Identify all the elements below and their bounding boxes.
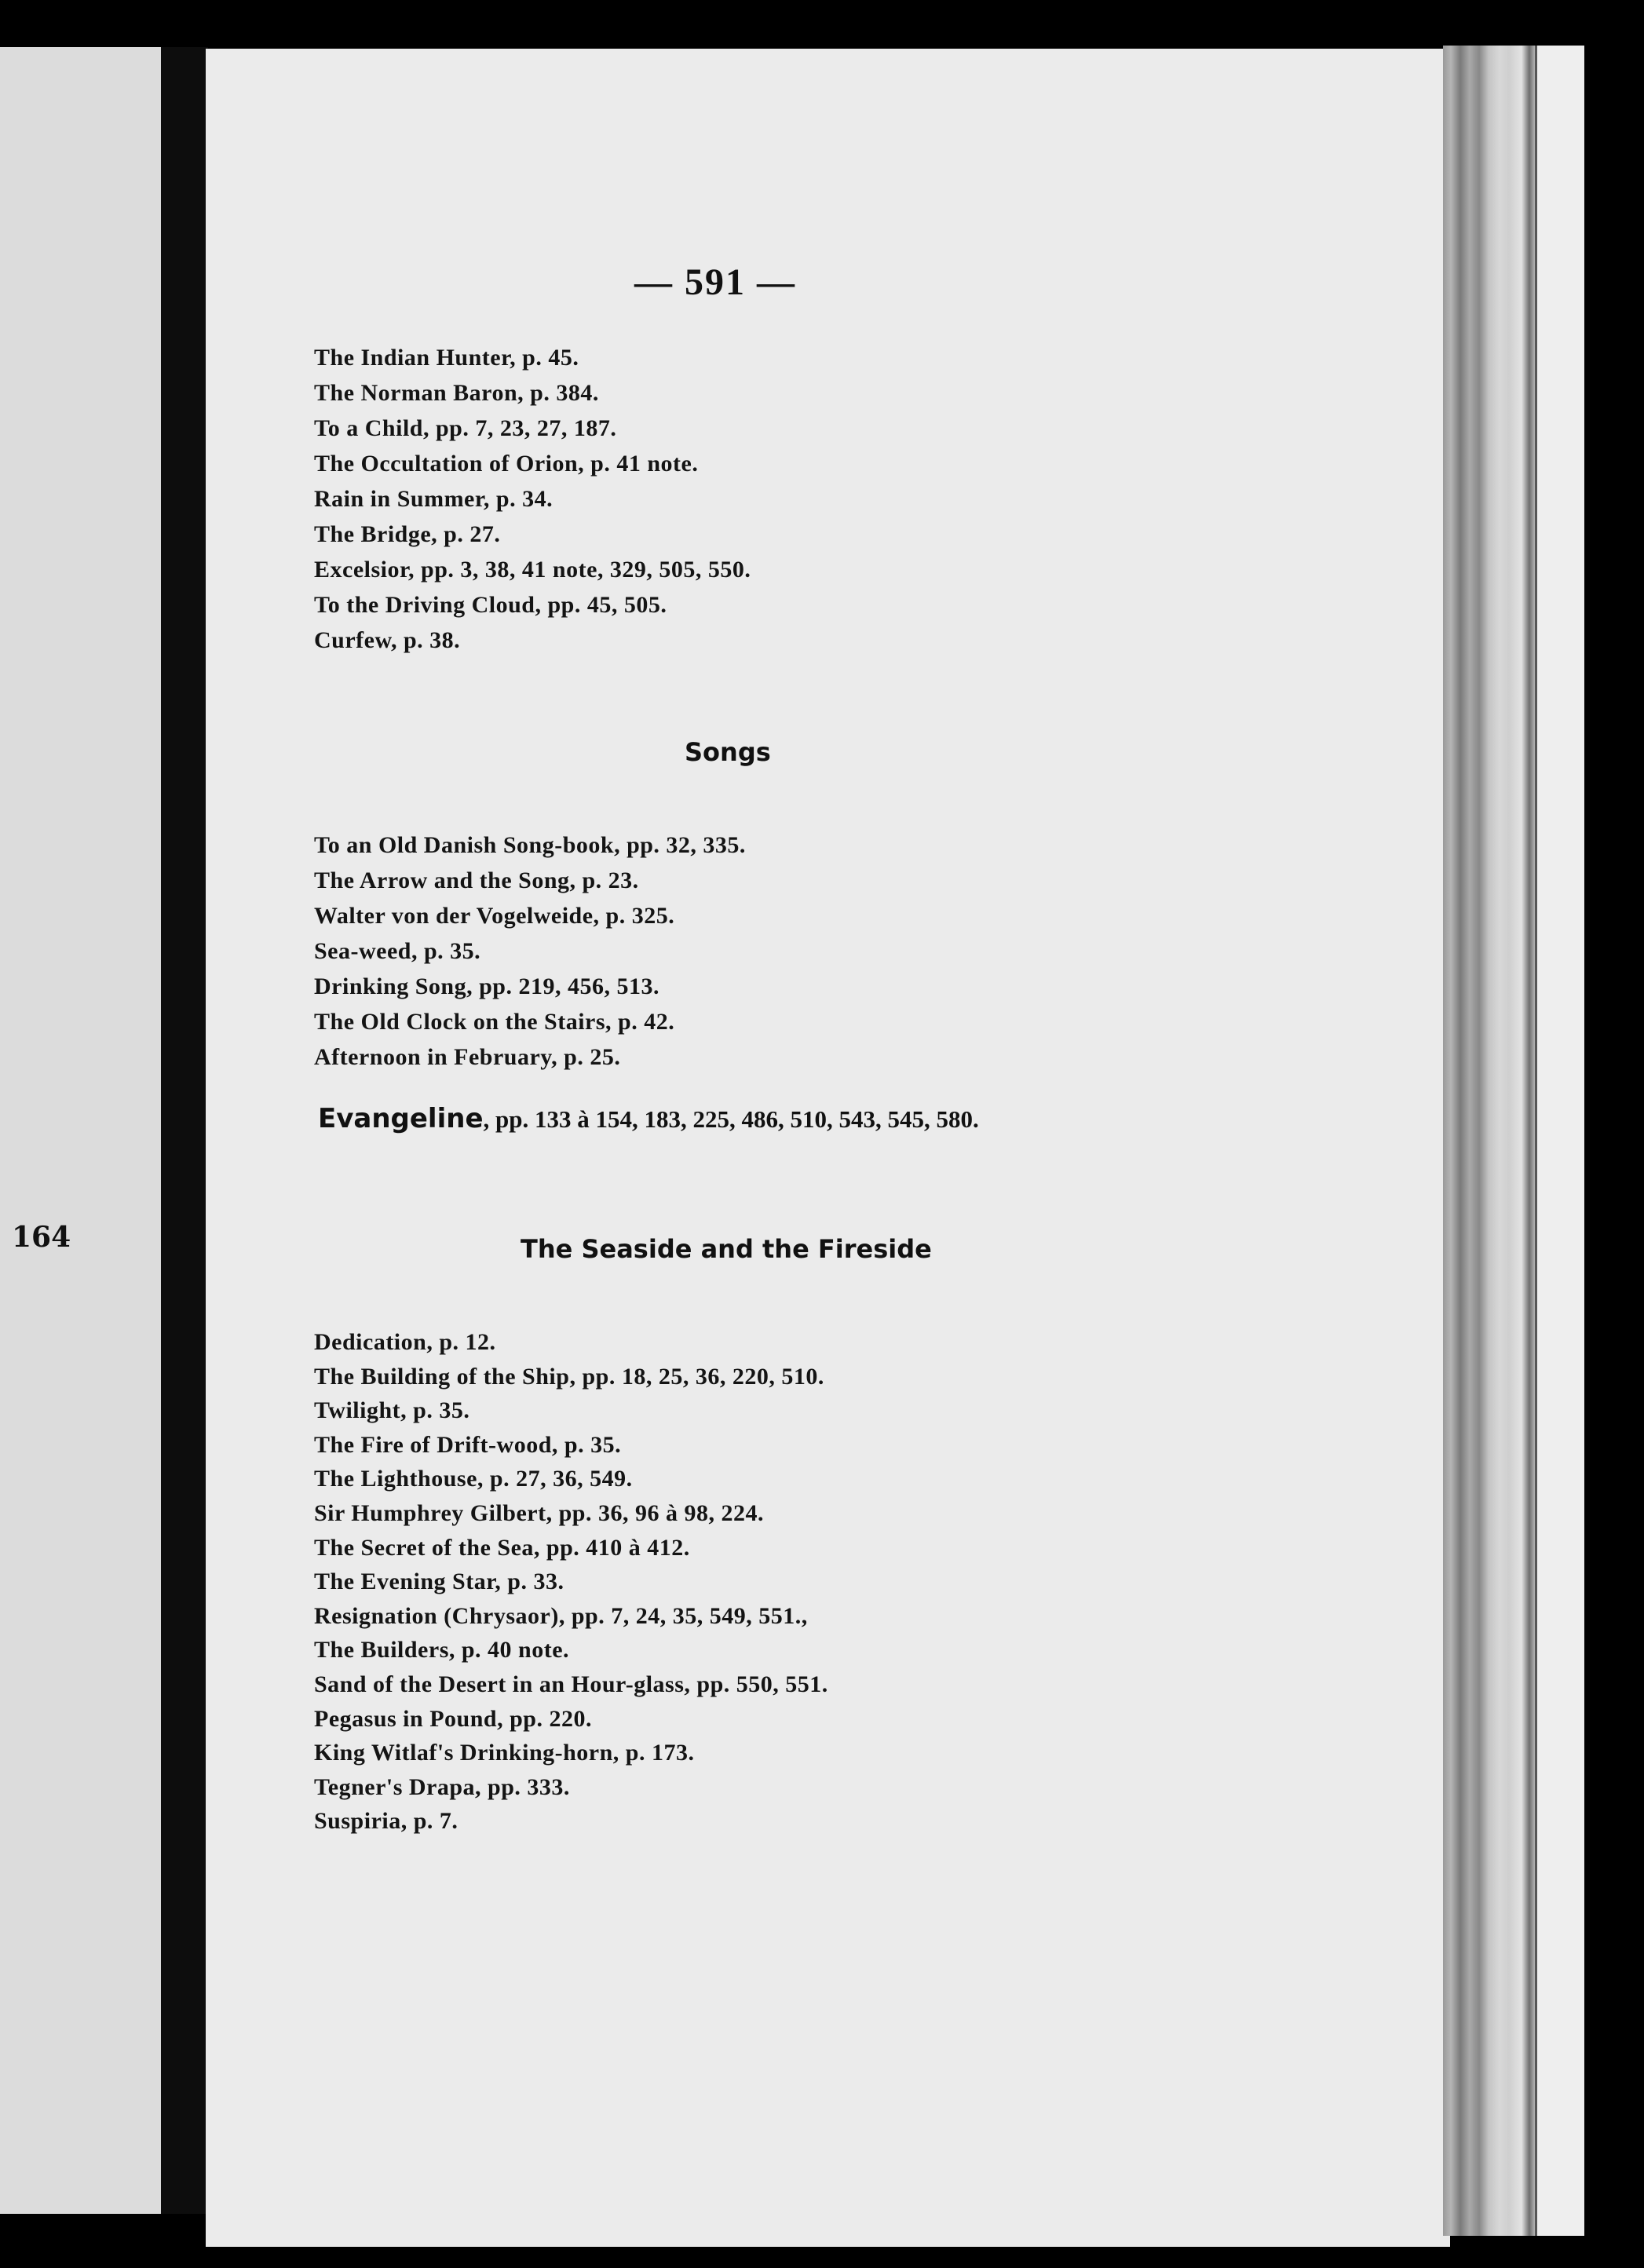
list-item: Resignation (Chrysaor), pp. 7, 24, 35, 549, 551., (314, 1602, 808, 1629)
list-item: The Evening Star, p. 33. (314, 1569, 564, 1595)
book-gutter (161, 47, 208, 2214)
list-item: Sir Humphrey Gilbert, pp. 36, 96 à 98, 224. (314, 1499, 764, 1526)
list-item: Sea-weed, p. 35. (314, 938, 481, 964)
list-item: The Fire of Drift-wood, p. 35. (314, 1431, 622, 1458)
page-number: — 591 — (634, 261, 796, 303)
evangeline-title: Evangeline (318, 1103, 484, 1134)
list-item: Dedication, p. 12. (314, 1329, 496, 1355)
facing-page (0, 47, 161, 2214)
list-item: The Lighthouse, p. 27, 36, 549. (314, 1466, 633, 1492)
list-item: Rain in Summer, p. 34. (314, 486, 553, 512)
list-item: To a Child, pp. 7, 23, 27, 187. (314, 415, 617, 441)
list-item: The Arrow and the Song, p. 23. (314, 867, 639, 893)
list-item: Tegner's Drapa, pp. 333. (314, 1773, 570, 1800)
section-heading-songs: Songs (685, 737, 771, 767)
poem-list-seaside (314, 1325, 828, 1839)
list-item: The Bridge, p. 27. (314, 521, 501, 547)
poem-list-songs (314, 827, 746, 1075)
list-item: Pegasus in Pound, pp. 220. (314, 1705, 592, 1732)
list-item: To the Driving Cloud, pp. 45, 505. (314, 592, 667, 618)
list-item: The Norman Baron, p. 384. (314, 380, 599, 406)
list-item: The Builders, p. 40 note. (314, 1637, 570, 1664)
back-cover-edge (1535, 46, 1584, 2236)
list-item: Sand of the Desert in an Hour-glass, pp. 550, 551. (314, 1671, 828, 1697)
list-item: The Secret of the Sea, pp. 410 à 412. (314, 1534, 690, 1561)
list-item: The Indian Hunter, p. 45. (314, 345, 579, 371)
poem-list-1 (314, 340, 751, 658)
list-item: King Witlaf's Drinking-horn, p. 173. (314, 1740, 695, 1766)
list-item: Excelsior, pp. 3, 38, 41 note, 329, 505, 550. (314, 557, 751, 583)
list-item: Drinking Song, pp. 219, 456, 513. (314, 973, 659, 999)
marginal-page-number: 164 (12, 1221, 71, 1254)
evangeline-entry (318, 1103, 979, 1134)
list-item: The Old Clock on the Stairs, p. 42. (314, 1009, 675, 1035)
list-item: Curfew, p. 38. (314, 627, 461, 653)
list-item: To an Old Danish Song-book, pp. 32, 335. (314, 832, 746, 858)
list-item: Twilight, p. 35. (314, 1397, 470, 1424)
list-item: The Building of the Ship, pp. 18, 25, 36, 220, 510. (314, 1363, 824, 1390)
list-item: The Occultation of Orion, p. 41 note. (314, 451, 699, 477)
list-item: Suspiria, p. 7. (314, 1808, 458, 1835)
list-item: Afternoon in February, p. 25. (314, 1044, 621, 1070)
list-item: Walter von der Vogelweide, p. 325. (314, 903, 675, 929)
section-heading-seaside: The Seaside and the Fireside (521, 1234, 932, 1264)
evangeline-refs: , pp. 133 à 154, 183, 225, 486, 510, 543, 545, 580. (483, 1105, 979, 1133)
